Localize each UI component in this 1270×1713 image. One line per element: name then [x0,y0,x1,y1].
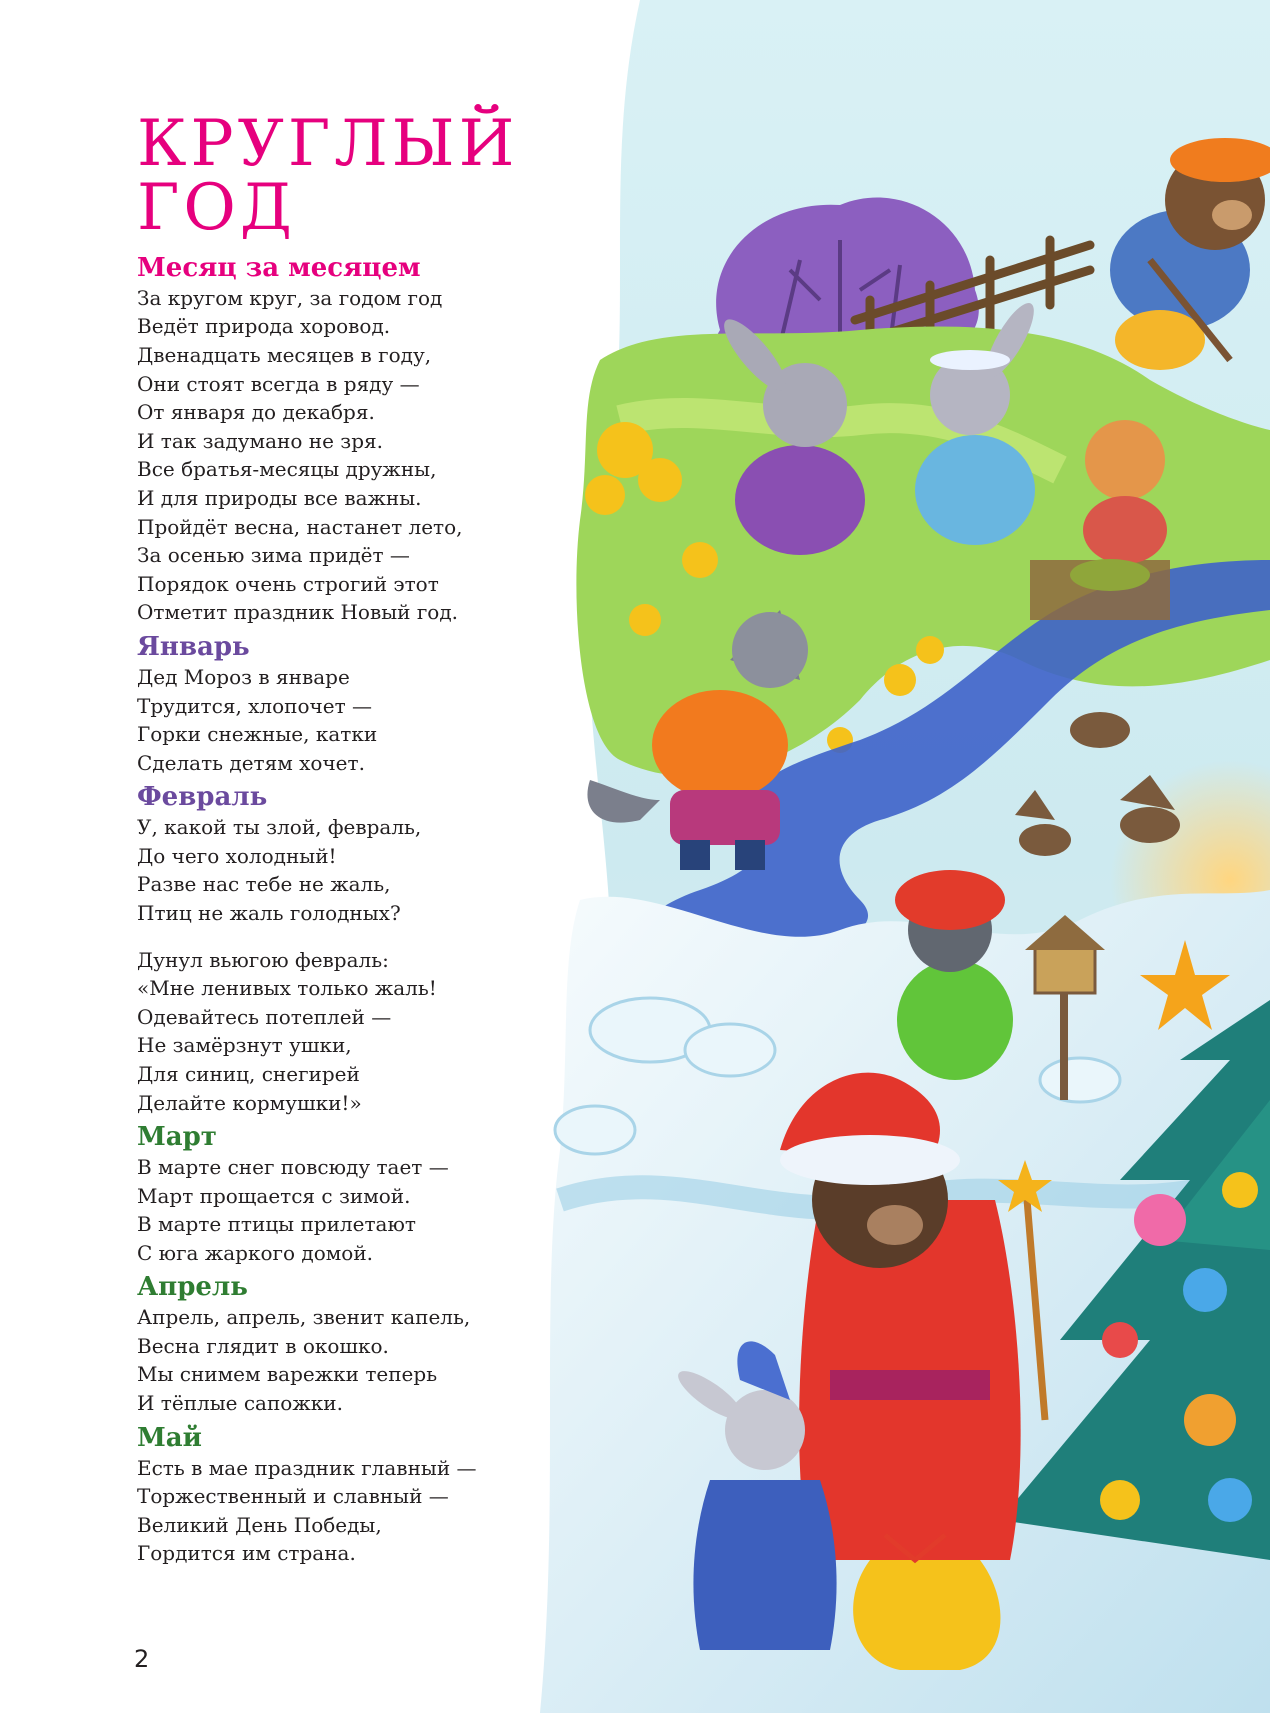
section-february [137,783,607,1117]
section-heading: Май [137,1422,202,1453]
verse-line: Двенадцать месяцев в году, [137,343,432,368]
verse-line: Есть в мае праздник главный — [137,1455,477,1480]
verse-line: И так задумано не зря. [137,428,383,453]
verse-line: Разве нас тебе не жаль, [137,872,391,897]
verse-line: Одевайтесь потеплей — [137,1004,392,1029]
verse-line: В марте снег повсюду тает — [137,1155,449,1179]
verse-line: Апрель, апрель, звенит капель, [137,1305,471,1330]
verse-line: Мы снимем варежки теперь [137,1362,438,1387]
verse [137,1303,607,1417]
verse [137,813,607,927]
verse-line: До чего холодный! [137,843,337,868]
verse-line: Торжественный и славный — [137,1484,449,1509]
section-heading: Январь [137,632,250,663]
verse-line: У, какой ты злой, февраль, [137,815,422,840]
verse-line: Весна глядит в окошко. [137,1333,389,1358]
verse-line: Дунул вьюгою февраль: [137,947,389,972]
verse-line: «Мне ленивых только жаль! [137,976,437,1001]
verse-line: Все братья-месяцы дружны, [137,457,437,482]
section-april [137,1273,607,1417]
poem-column [137,107,607,1574]
verse-line: Пройдёт весна, настанет лето, [137,514,463,539]
section-heading: Апрель [137,1272,248,1303]
verse-line: Трудится, хлопочет — [137,693,373,718]
verse-line: И тёплые сапожки. [137,1391,343,1416]
verse [137,1454,607,1568]
verse-line: Они стоят всегда в ряду — [137,371,420,396]
verse-line: Дед Мороз в январе [137,664,350,689]
verse-line: Для синиц, снегирей [137,1061,360,1086]
section-heading: Месяц за месяцем [137,253,421,283]
verse-line: Великий День Победы, [137,1512,382,1537]
verse [137,663,607,777]
page-number: 2 [134,1645,150,1673]
section-may [137,1424,607,1568]
verse [137,284,607,627]
verse-line: Порядок очень строгий этот [137,571,439,596]
verse-line: Март прощается с зимой. [137,1183,411,1208]
verse-line: Птиц не жаль голодных? [137,900,401,925]
verse-line: Делайте кормушки!» [137,1090,362,1115]
verse-line: Сделать детям хочет. [137,750,365,775]
verse-line: И для природы все важны. [137,486,422,511]
verse [137,946,607,1118]
section-january [137,633,607,777]
section-heading: Февраль [137,782,268,813]
verse-line: От января до декабря. [137,400,375,425]
verse-line: За осенью зима придёт — [137,543,410,568]
page-title: КРУГЛЫЙ ГОД [137,107,519,245]
verse-line: Не замёрзнут ушки, [137,1033,352,1058]
verse-line: В марте птицы прилетают [137,1212,416,1237]
verse-line: Ведёт природа хоровод. [137,314,391,339]
section-heading: Март [137,1122,217,1153]
verse-line: За кругом круг, за годом год [137,285,443,310]
verse-line: Отметит праздник Новый год. [137,600,459,625]
verse-line: Горки снежные, катки [137,722,378,747]
section-intro [137,254,607,627]
section-march [137,1123,607,1267]
verse [137,1153,607,1267]
verse-line: Гордится им страна. [137,1541,356,1566]
verse-line: С юга жаркого домой. [137,1240,374,1265]
